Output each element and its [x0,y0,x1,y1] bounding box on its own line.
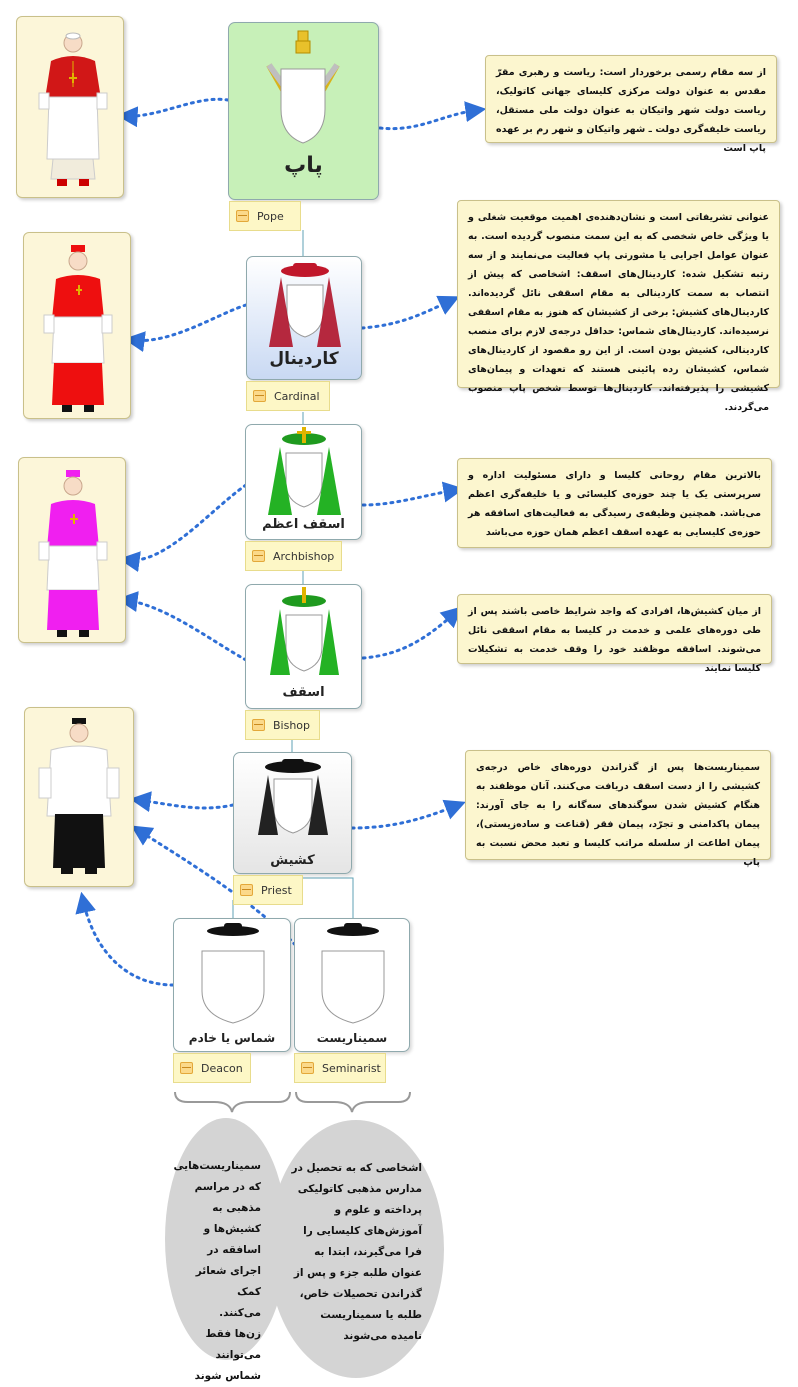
topic-icon [180,1062,193,1074]
priest-title: کشیش [270,853,315,868]
priest-note: سمیناریست‌ها پس از گذراندن دوره‌های خاص درجه‌ی کشیشی را از دست اسقف دریافت می‌کنند. آنان موظفند به هنگام کشیش شدن سوگندهای سه‌گانه را به جای آورند: پیمان پاکدامنی و تجرّد، پیمان فقر (قناعت و ساده‌زیستی)، پیمان اطاعت از سلسله مراتب کلیسا و تعبد محض نسبت به پاپ [465,750,771,860]
cardinal-title: کاردینال [269,349,339,369]
cardinal-note: عنوانی تشریفاتی است و نشان‌دهنده‌ی اهمیت موقعیت شغلی و یا ویژگی خاص شخصی که به این سمت منصوب گردیده است. به عنوان عوامل اجرایی یا مشورتی پاپ فعالیت می‌نمایند و از سه رتبه تشکیل شده: کاردینال‌های اسقف: اشخاصی که پیش از انتصاب به سمت کاردینالی به مقام اسقفی نائل گردیده‌اند. کاردینال‌های کشیش: برخی از کشیشان که هنوز به مقام اسقفی نرسیده‌اند. کاردینال‌های شماس: حداقل درجه‌ی لازم برای منصب کاردینالی، کشیش بودن است. از این رو مقصود از کاردینال‌های شماس، کشیشان رده پائینی هستند که تعهدات و پیمان‌های کشیشی را پذیرفته‌اند. کاردینال‌ها توسط شخص پاپ منصوب می‌گردند. [457,200,780,388]
topic-icon [301,1062,314,1074]
cardinal-card [246,256,362,380]
bishop-card [245,584,362,709]
topic-icon [252,550,265,562]
cardinal-tag-label: Cardinal [274,389,320,403]
deacon-tag-label: Deacon [201,1061,243,1075]
topic-icon [240,884,253,896]
seminarist-title: سمیناریست [316,1031,388,1045]
deacon-description: سمیناریست‌هایی که در مراسم مذهبی به کشیش‌ها و اسافقه در اجرای شعائر کمک می‌کنند. زن‌ها فقط می‌توانند شماس شوند [173,1160,261,1382]
seminarist-card [294,918,410,1052]
archbishop-note: بالاترین مقام روحانی کلیسا و دارای مسئولیت اداره و سرپرستی یک یا چند حوزه‌ی کلیسائی و یا خلیفه‌گری اعظم می‌باشد. همچنین وظیفه‌ی رسیدگی به فعالیت‌های اسافقه هر حوزه‌ی کلیسایی به عهده اسقف اعظم همان حوزه می‌باشد [457,458,772,548]
bishop-tag-label: Bishop [273,718,311,732]
pope-figure [16,16,124,198]
archbishop-card [245,424,362,540]
priest-card [233,752,352,874]
archbishop-figure [18,457,126,643]
priest-tag-label: Priest [261,883,292,897]
topic-icon [236,210,249,222]
seminarist-tag [294,1053,386,1083]
deacon-title: شماس یا خادم [188,1031,276,1045]
cardinal-figure [23,232,131,419]
seminarist-ellipse [268,1120,444,1378]
priest-tag [233,875,303,905]
archbishop-tag [245,541,342,571]
deacon-tag [173,1053,251,1083]
archbishop-tag-label: Archbishop [273,549,335,563]
seminarist-description: اشخاصی که به تحصیل در مدارس مذهبی کاتولیکی پرداخته و علوم و آموزش‌های کلیسایی را فرا می‌گیرند، ابتدا به عنوان طلبه جزء و پس از گذراندن تحصیلات خاص، طلبه یا سمیناریست نامیده می‌شوند [291,1162,422,1342]
pope-tag [229,201,301,231]
topic-icon [253,390,266,402]
bishop-title: اسقف [282,685,325,700]
pope-tag-label: Pope [257,209,284,223]
deacon-card [173,918,291,1052]
braces [175,1092,410,1112]
seminarist-tag-label: Seminarist [322,1061,381,1075]
bishop-note: از میان کشیش‌ها، افرادی که واجد شرایط خاصی باشند پس از طی دوره‌های علمی و خدمت در کلیسا به مقام اسقفی نائل می‌شوند. اسافقه موظفند خود را وقف خدمت به تشکیلات کلیسا نمایند [457,594,772,664]
pope-title: پاپ [284,153,323,178]
bishop-tag [245,710,320,740]
pope-card [228,22,379,200]
topic-icon [252,719,265,731]
priest-figure [24,707,134,887]
cardinal-tag [246,381,330,411]
archbishop-title: اسقف اعظم [262,517,345,532]
pope-note: از سه مقام رسمی برخوردار است: ریاست و رهبری مقرّ مقدس به عنوان دولت مرکزی کلیسای جهانی کاتولیک، ریاست دولت شهر واتیکان به عنوان دولت ملی مستقل، ریاست خلیفه‌گری دولت ـ شهر واتیکان و شهر رم بر عهده پاپ است [485,55,777,143]
